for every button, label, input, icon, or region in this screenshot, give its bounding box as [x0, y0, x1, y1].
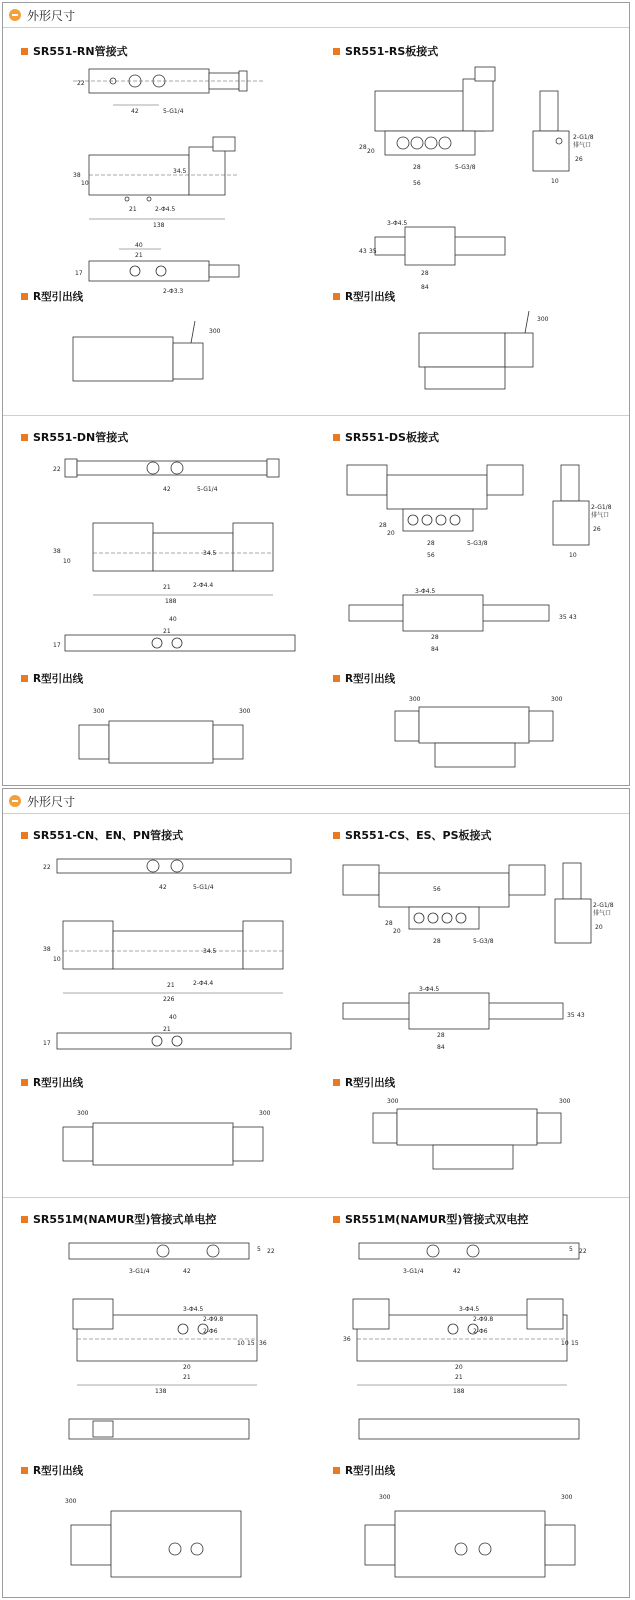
- valve-body-bottom: [359, 1419, 579, 1439]
- valve-body-top: [359, 1243, 579, 1259]
- dim-label: 21: [163, 628, 171, 635]
- side-body: [555, 899, 591, 943]
- panel-header: [3, 789, 629, 814]
- dim-label: 300: [209, 328, 221, 335]
- coil-right: [509, 865, 545, 895]
- dim-label: 188: [165, 598, 177, 605]
- section-subtitle: R型引出线: [21, 1075, 83, 1090]
- rs-drawing: [355, 61, 635, 301]
- dim-label: 300: [239, 708, 251, 715]
- dim-label: 20: [387, 530, 395, 537]
- coil-left: [353, 1299, 389, 1329]
- dim-label: 56: [427, 552, 435, 559]
- dim-label: 5-G1/4: [193, 884, 214, 891]
- rs-r-lead-drawing: [409, 309, 609, 399]
- coil-left: [63, 1127, 93, 1161]
- dim-label: 138: [155, 1388, 167, 1395]
- valve-body: [379, 873, 509, 907]
- coil-left: [373, 1113, 397, 1143]
- dim-label: 2-Φ9.8: [473, 1316, 494, 1323]
- dim-label: 3-Φ4.5: [419, 986, 440, 993]
- valve-body-top: [77, 461, 267, 475]
- coil-right: [487, 465, 523, 495]
- dim-label: 排气口: [591, 512, 610, 519]
- dim-label: 42: [163, 486, 171, 493]
- bullet-square: [333, 1216, 340, 1223]
- bullet-square: [333, 293, 340, 300]
- sub-base: [385, 131, 475, 155]
- dim-label: 300: [537, 316, 549, 323]
- dim-label: 40: [135, 242, 143, 249]
- dim-label: 28: [437, 1032, 445, 1039]
- section-title: SR551-DS板接式: [333, 429, 439, 445]
- dim-label: 5: [257, 1246, 261, 1253]
- side-coil: [540, 91, 558, 131]
- valve-body: [109, 721, 213, 763]
- dim-label: 2-Φ9.8: [203, 1316, 224, 1323]
- namur-single-r-lead-drawing: [65, 1485, 285, 1585]
- valve-body-bottom: [57, 1033, 291, 1049]
- bullet-square: [21, 48, 28, 55]
- side-body: [533, 131, 569, 171]
- bottom-base: [405, 227, 455, 265]
- panel-title: 外形尺寸: [27, 8, 76, 23]
- dim-label: 10: [237, 1340, 245, 1347]
- bullet-square: [333, 832, 340, 839]
- dim-label: 26: [593, 526, 601, 533]
- cn-drawing: [43, 845, 343, 1075]
- dim-label: 56: [413, 180, 421, 187]
- coil-right: [545, 1525, 575, 1565]
- coil-bottom: [209, 265, 239, 277]
- dim-label: 3-Φ4.5: [387, 220, 408, 227]
- dim-label: 20: [455, 1364, 463, 1371]
- dim-label: 22: [77, 80, 85, 87]
- coil-left: [93, 523, 153, 571]
- dim-label: 3-Φ4.5: [415, 588, 436, 595]
- bullet-square: [333, 48, 340, 55]
- dim-label: 84: [437, 1044, 445, 1051]
- section-title: SR551-CS、ES、PS板接式: [333, 827, 492, 843]
- dim-label: 300: [379, 1494, 391, 1501]
- dim-label: 36: [259, 1340, 267, 1347]
- coil-right: [527, 1299, 563, 1329]
- coil: [463, 79, 493, 131]
- connector: [475, 67, 495, 81]
- dim-label: 10: [561, 1340, 569, 1347]
- valve-body: [419, 707, 529, 743]
- dim-label: 2-Φ6: [473, 1328, 488, 1335]
- coil-right: [529, 711, 553, 741]
- dim-label: 35: [567, 1012, 575, 1019]
- dim-label: 17: [75, 270, 83, 277]
- dimensions-panel-1: [2, 2, 630, 786]
- dim-label: 22: [53, 466, 61, 473]
- coil-right: [243, 921, 283, 969]
- valve-body: [73, 337, 173, 381]
- dim-label: 3-G1/4: [129, 1268, 150, 1275]
- dim-label: 42: [131, 108, 139, 115]
- dim-label: 5-G3/8: [455, 164, 476, 171]
- dn-drawing: [53, 447, 343, 677]
- bullet-square: [21, 675, 28, 682]
- dim-label: 28: [379, 522, 387, 529]
- dim-label: 2-Φ6: [203, 1328, 218, 1335]
- coil-right: [537, 1113, 561, 1143]
- coil-right: [233, 1127, 263, 1161]
- dim-label: 15: [571, 1340, 579, 1347]
- coil-bottom: [93, 1421, 113, 1437]
- section-title: SR551-RN管接式: [21, 43, 128, 59]
- connector-right: [267, 459, 279, 477]
- dim-label: 10: [53, 956, 61, 963]
- section-title: SR551-RS板接式: [333, 43, 438, 59]
- coil: [173, 343, 203, 379]
- cn-r-lead-drawing: [63, 1097, 293, 1177]
- dim-label: 21: [455, 1374, 463, 1381]
- dim-label: 2-Φ4.5: [155, 206, 176, 213]
- connector-front: [213, 137, 235, 151]
- dim-label: 17: [43, 1040, 51, 1047]
- ds-drawing: [343, 445, 633, 675]
- valve-body: [111, 1511, 241, 1577]
- dim-label: 10: [551, 178, 559, 185]
- dim-label: 17: [53, 642, 61, 649]
- dim-label: 22: [579, 1248, 587, 1255]
- ds-r-lead-drawing: [395, 687, 595, 777]
- sub-base: [409, 907, 479, 929]
- dim-label: 5-G3/8: [473, 938, 494, 945]
- dim-label: 84: [431, 646, 439, 653]
- dim-label: 5-G1/4: [197, 486, 218, 493]
- dim-label: 20: [367, 148, 375, 155]
- dim-label: 300: [387, 1098, 399, 1105]
- dim-label: 28: [427, 540, 435, 547]
- valve-body: [93, 1123, 233, 1165]
- bullet-square: [21, 832, 28, 839]
- connector-left: [65, 459, 77, 477]
- valve-body-top: [69, 1243, 249, 1259]
- dim-label: 2-G1/8: [573, 134, 594, 141]
- dim-label: 300: [561, 1494, 573, 1501]
- dim-label: 36: [343, 1336, 351, 1343]
- dim-label: 15: [247, 1340, 255, 1347]
- dim-label: 21: [163, 1026, 171, 1033]
- valve-body-bottom: [89, 261, 209, 281]
- dim-label: 34.5: [203, 948, 217, 955]
- dim-label: 22: [267, 1248, 275, 1255]
- side-coil: [561, 465, 579, 501]
- dim-label: 38: [53, 548, 61, 555]
- bullet-square: [333, 1467, 340, 1474]
- dim-label: 226: [163, 996, 175, 1003]
- bullet-square: [333, 434, 340, 441]
- dim-label: 20: [183, 1364, 191, 1371]
- section-title: SR551-CN、EN、PN管接式: [21, 827, 183, 843]
- block-namur: [3, 1197, 629, 1593]
- dim-label: 排气口: [573, 142, 592, 149]
- dim-label: 300: [93, 708, 105, 715]
- dim-label: 43: [359, 248, 367, 255]
- dim-label: 43: [569, 614, 577, 621]
- panel-title: 外形尺寸: [27, 794, 76, 809]
- coil-front: [189, 147, 225, 195]
- section-subtitle: R型引出线: [333, 671, 395, 686]
- dim-label: 5: [569, 1246, 573, 1253]
- coil: [73, 1299, 113, 1329]
- dim-label: 300: [551, 696, 563, 703]
- block-rn-rs: [3, 27, 629, 415]
- dim-label: 5-G1/4: [163, 108, 184, 115]
- bullet-square: [21, 1467, 28, 1474]
- dim-label: 20: [393, 928, 401, 935]
- valve-body: [387, 475, 487, 509]
- coil-right: [213, 725, 243, 759]
- dim-label: 34.5: [173, 168, 187, 175]
- dim-label: 84: [421, 284, 429, 291]
- cs-drawing: [333, 843, 623, 1073]
- valve-body-front: [153, 533, 233, 571]
- dim-label: 28: [433, 938, 441, 945]
- sub-base: [435, 743, 515, 767]
- section-title: SR551M(NAMUR型)管接式单电控: [21, 1211, 216, 1227]
- sub-base: [403, 509, 473, 531]
- section-subtitle: R型引出线: [21, 289, 83, 304]
- coil-left: [343, 865, 379, 895]
- valve-body-front: [113, 931, 243, 969]
- dimensions-panel-2: [2, 788, 630, 1598]
- namur-double-drawing: [343, 1229, 633, 1459]
- cs-r-lead-drawing: [373, 1089, 603, 1179]
- dim-label: 28: [413, 164, 421, 171]
- dim-label: 42: [453, 1268, 461, 1275]
- coil-right: [233, 523, 273, 571]
- dim-label: 300: [77, 1110, 89, 1117]
- dn-r-lead-drawing: [79, 695, 279, 775]
- bullet-square: [333, 1079, 340, 1086]
- namur-double-r-lead-drawing: [365, 1485, 595, 1585]
- bullet-square: [21, 434, 28, 441]
- section-bullet-icon: [9, 795, 21, 807]
- dim-label: 40: [169, 616, 177, 623]
- dim-label: 20: [595, 924, 603, 931]
- dim-label: 5-G3/8: [467, 540, 488, 547]
- dim-label: 38: [73, 172, 81, 179]
- dim-label: 21: [163, 584, 171, 591]
- dim-label: 3-Φ4.5: [183, 1306, 204, 1313]
- dim-label: 42: [183, 1268, 191, 1275]
- side-body: [553, 501, 589, 545]
- dim-label: 2-G1/8: [591, 504, 612, 511]
- dim-label: 35: [559, 614, 567, 621]
- dim-label: 28: [431, 634, 439, 641]
- bullet-square: [333, 675, 340, 682]
- dim-label: 300: [559, 1098, 571, 1105]
- dim-label: 35: [369, 248, 377, 255]
- coil: [71, 1525, 111, 1565]
- dim-label: 2-Φ4.4: [193, 582, 214, 589]
- dim-label: 21: [135, 252, 143, 259]
- valve-body: [395, 1511, 545, 1577]
- dim-label: 40: [169, 1014, 177, 1021]
- dim-label: 2-Φ3.3: [163, 288, 184, 295]
- dim-label: 10: [569, 552, 577, 559]
- dim-label: 22: [43, 864, 51, 871]
- dim-label: 300: [65, 1498, 77, 1505]
- side-coil: [563, 863, 581, 899]
- dim-label: 28: [421, 270, 429, 277]
- namur-single-drawing: [53, 1229, 343, 1459]
- section-subtitle: R型引出线: [333, 1463, 395, 1478]
- dim-label: 10: [63, 558, 71, 565]
- dim-label: 34.5: [203, 550, 217, 557]
- section-subtitle: R型引出线: [21, 1463, 83, 1478]
- bottom-base: [409, 993, 489, 1029]
- coil-left: [79, 725, 109, 759]
- rn-r-lead-drawing: [73, 317, 273, 397]
- section-subtitle: R型引出线: [21, 671, 83, 686]
- dim-label: 43: [577, 1012, 585, 1019]
- section-subtitle: R型引出线: [333, 289, 395, 304]
- section-bullet-icon: [9, 9, 21, 21]
- coil-left: [395, 711, 419, 741]
- dim-label: 排气口: [593, 910, 612, 917]
- dim-label: 26: [575, 156, 583, 163]
- section-subtitle: R型引出线: [333, 1075, 395, 1090]
- dim-label: 21: [183, 1374, 191, 1381]
- coil: [505, 333, 533, 367]
- valve-body: [397, 1109, 537, 1145]
- dim-label: 138: [153, 222, 165, 229]
- dim-label: 3-G1/4: [403, 1268, 424, 1275]
- dim-label: 28: [385, 920, 393, 927]
- dim-label: 21: [129, 206, 137, 213]
- block-cn-cs: [3, 813, 629, 1197]
- section-title: SR551-DN管接式: [21, 429, 128, 445]
- dim-label: 10: [81, 180, 89, 187]
- dim-label: 2-Φ4.4: [193, 980, 214, 987]
- sub-base: [425, 367, 505, 389]
- dim-label: 188: [453, 1388, 465, 1395]
- bullet-square: [21, 1079, 28, 1086]
- dim-label: 300: [409, 696, 421, 703]
- panel-header: [3, 3, 629, 28]
- bullet-square: [21, 293, 28, 300]
- bottom-base: [403, 595, 483, 631]
- dim-label: 56: [433, 886, 441, 893]
- dim-label: 300: [259, 1110, 271, 1117]
- section-title: SR551M(NAMUR型)管接式双电控: [333, 1211, 528, 1227]
- dim-label: 2-G1/8: [593, 902, 614, 909]
- valve-body-bottom: [65, 635, 295, 651]
- valve-body: [419, 333, 505, 367]
- dim-label: 28: [359, 144, 367, 151]
- dim-label: 38: [43, 946, 51, 953]
- coil-left: [365, 1525, 395, 1565]
- dim-label: 42: [159, 884, 167, 891]
- sub-base: [433, 1145, 513, 1169]
- bullet-square: [21, 1216, 28, 1223]
- coil-left: [347, 465, 387, 495]
- coil-left: [63, 921, 113, 969]
- dim-label: 21: [167, 982, 175, 989]
- block-dn-ds: [3, 415, 629, 785]
- dim-label: 3-Φ4.5: [459, 1306, 480, 1313]
- rn-drawing: [63, 61, 353, 301]
